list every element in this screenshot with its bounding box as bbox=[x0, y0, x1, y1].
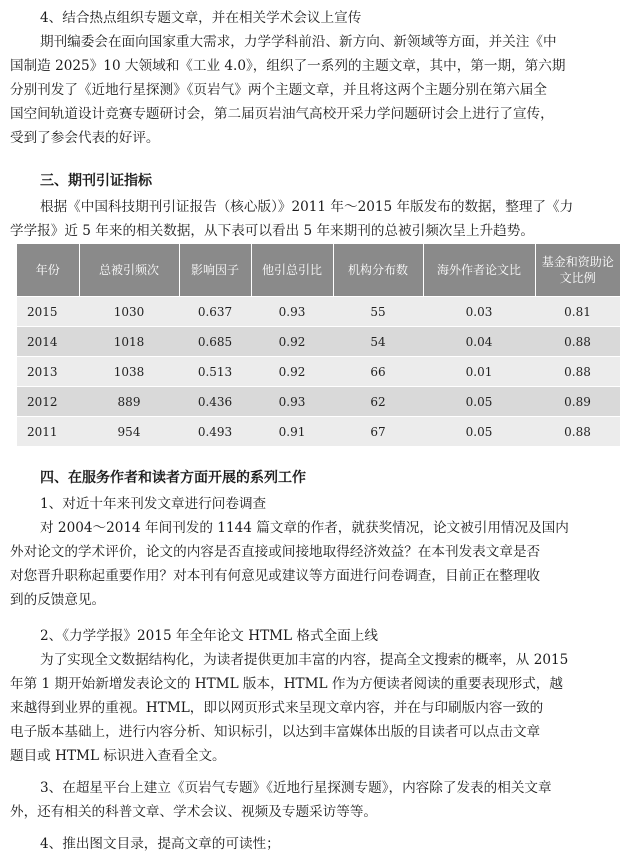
cell-year: 2013 bbox=[17, 357, 79, 387]
paragraph-line: 电子版本基础上，进行内容分析、知识标引，以达到丰富媒体出版的目读者可以点击文章 bbox=[10, 724, 541, 740]
cell-total-citations: 954 bbox=[79, 417, 179, 447]
paragraph-line: 到的反馈意见。 bbox=[10, 592, 106, 608]
cell-funded-paper-ratio: 0.81 bbox=[535, 297, 620, 327]
header-other-citation-ratio: 他引总引比 bbox=[251, 244, 333, 297]
cell-impact-factor: 0.513 bbox=[179, 357, 251, 387]
section-heading: 四、在服务作者和读者方面开展的系列工作 bbox=[40, 470, 306, 486]
cell-funded-paper-ratio: 0.89 bbox=[535, 387, 620, 417]
section-heading: 三、期刊引证指标 bbox=[40, 173, 152, 189]
paragraph-line: 3、在超星平台上建立《页岩气专题》《近地行星探测专题》，内容除了发表的相关文章 bbox=[40, 780, 552, 796]
header-total-citations: 总被引频次 bbox=[79, 244, 179, 297]
paragraph-line: 4、推出图文目录，提高文章的可读性； bbox=[40, 836, 280, 852]
paragraph-line: 学学报》近 5 年来的相关数据，从下表可以看出 5 年来期刊的总被引频次呈上升趋势。 bbox=[10, 223, 534, 239]
citation-index-table bbox=[17, 244, 620, 446]
paragraph-line: 来越得到业界的重视。HTML，即以网页形式来呈现文章内容，并在与印刷版内容一致的 bbox=[10, 700, 544, 716]
cell-year: 2012 bbox=[17, 387, 79, 417]
cell-overseas-author-ratio: 0.05 bbox=[423, 417, 535, 447]
cell-institution-count: 54 bbox=[333, 327, 423, 357]
cell-overseas-author-ratio: 0.04 bbox=[423, 327, 535, 357]
cell-year: 2015 bbox=[17, 297, 79, 327]
paragraph-line: 年第 1 期开始新增发表论文的 HTML 版本，HTML 作为方便读者阅读的重要表现形式，越 bbox=[10, 676, 563, 692]
paragraph-line: 1、对近十年来刊发文章进行问卷调查 bbox=[40, 496, 267, 512]
cell-year: 2011 bbox=[17, 417, 79, 447]
cell-overseas-author-ratio: 0.03 bbox=[423, 297, 535, 327]
paragraph-line: 为了实现全文数据结构化，为读者提供更加丰富的内容，提高全文搜索的概率，从 2015 bbox=[40, 652, 569, 668]
cell-other-citation-ratio: 0.91 bbox=[251, 417, 333, 447]
cell-total-citations: 1030 bbox=[79, 297, 179, 327]
cell-other-citation-ratio: 0.92 bbox=[251, 357, 333, 387]
paragraph-line: 国空间轨道设计竞赛专题研讨会，第二届页岩油气高校开采力学问题研讨会上进行了宣传， bbox=[10, 106, 554, 122]
paragraph-line: 题目或 HTML 标识进入查看全文。 bbox=[10, 748, 226, 764]
cell-other-citation-ratio: 0.92 bbox=[251, 327, 333, 357]
cell-institution-count: 55 bbox=[333, 297, 423, 327]
paragraph-line: 国制造 2025》10 大领域和《工业 4.0》，组织了一系列的主题文章，其中，第一期，第六期 bbox=[10, 58, 566, 74]
paragraph-line: 对您晋升职称起重要作用？对本刊有何意见或建议等方面进行问卷调查，目前正在整理收 bbox=[10, 568, 541, 584]
cell-institution-count: 67 bbox=[333, 417, 423, 447]
cell-impact-factor: 0.436 bbox=[179, 387, 251, 417]
paragraph-line: 根据《中国科技期刊引证报告（核心版）》2011 年～2015 年版发布的数据，整理了《力 bbox=[40, 199, 574, 215]
table-body bbox=[17, 297, 620, 447]
table-header-row bbox=[17, 244, 620, 297]
cell-funded-paper-ratio: 0.88 bbox=[535, 417, 620, 447]
paragraph-line: 2、《力学学报》2015 年全年论文 HTML 格式全面上线 bbox=[40, 628, 378, 644]
table-row bbox=[17, 297, 620, 327]
paragraph-line: 外，还有相关的科普文章、学术会议、视频及专题采访等等。 bbox=[10, 804, 378, 820]
cell-impact-factor: 0.685 bbox=[179, 327, 251, 357]
cell-institution-count: 62 bbox=[333, 387, 423, 417]
table-row bbox=[17, 357, 620, 387]
cell-overseas-author-ratio: 0.01 bbox=[423, 357, 535, 387]
cell-funded-paper-ratio: 0.88 bbox=[535, 327, 620, 357]
cell-institution-count: 66 bbox=[333, 357, 423, 387]
header-overseas-author-ratio: 海外作者论文比 bbox=[423, 244, 535, 297]
cell-total-citations: 1038 bbox=[79, 357, 179, 387]
cell-impact-factor: 0.637 bbox=[179, 297, 251, 327]
header-impact-factor: 影响因子 bbox=[179, 244, 251, 297]
header-funded-paper-ratio: 基金和资助论文比例 bbox=[535, 244, 620, 297]
paragraph-line: 外对论文的学术评价，论文的内容是否直接或间接地取得经济效益？在本刊发表文章是否 bbox=[10, 544, 541, 560]
cell-overseas-author-ratio: 0.05 bbox=[423, 387, 535, 417]
table-row bbox=[17, 327, 620, 357]
cell-year: 2014 bbox=[17, 327, 79, 357]
cell-other-citation-ratio: 0.93 bbox=[251, 387, 333, 417]
table-row bbox=[17, 387, 620, 417]
cell-total-citations: 889 bbox=[79, 387, 179, 417]
header-year: 年份 bbox=[17, 244, 79, 297]
paragraph-line: 4、结合热点组织专题文章，并在相关学术会议上宣传 bbox=[40, 10, 362, 26]
paragraph-line: 对 2004～2014 年间刊发的 1144 篇文章的作者，就获奖情况，论文被引用情况及国内 bbox=[40, 520, 569, 536]
cell-funded-paper-ratio: 0.88 bbox=[535, 357, 620, 387]
cell-impact-factor: 0.493 bbox=[179, 417, 251, 447]
cell-total-citations: 1018 bbox=[79, 327, 179, 357]
paragraph-line: 受到了参会代表的好评。 bbox=[10, 130, 160, 146]
header-institution-count: 机构分布数 bbox=[333, 244, 423, 297]
paragraph-line: 分别刊发了《近地行星探测》《页岩气》两个主题文章，并且将这两个主题分别在第六届全 bbox=[10, 82, 547, 98]
cell-other-citation-ratio: 0.93 bbox=[251, 297, 333, 327]
paragraph-line: 期刊编委会在面向国家重大需求，力学学科前沿、新方向、新领域等方面，并关注《中 bbox=[40, 34, 557, 50]
table-row bbox=[17, 417, 620, 447]
